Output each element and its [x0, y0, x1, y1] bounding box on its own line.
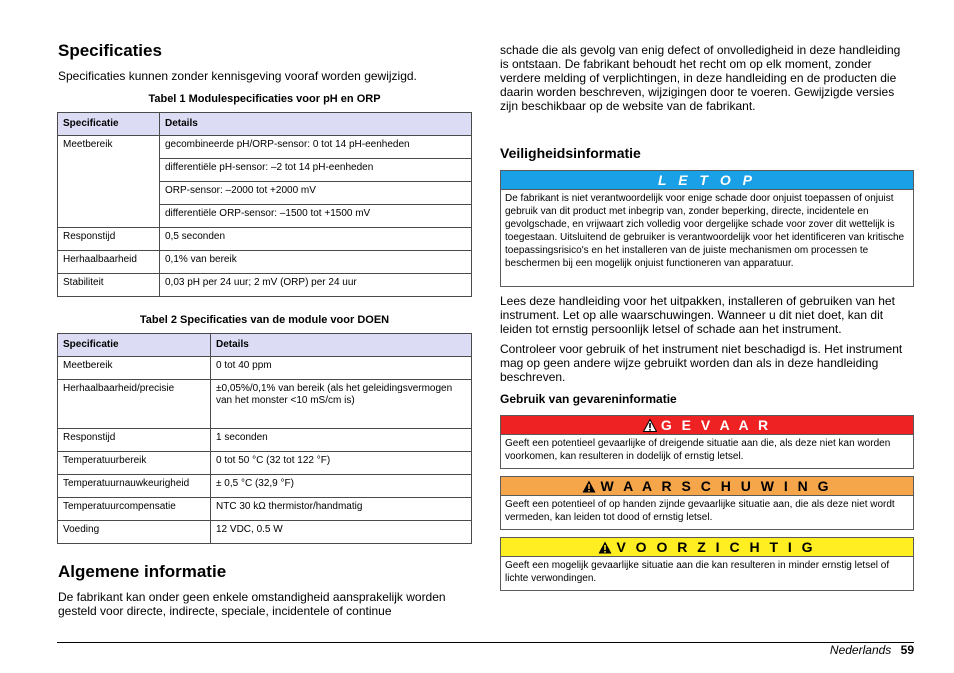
safety-paragraph-2: Controleer voor gebruik of het instrument niet beschadigd is. Het instrument mag op geen andere wijze gebruikt worden dan als in deze handleiding beschreven. [500, 342, 903, 384]
danger-title: G E V A A R [660, 417, 772, 433]
danger-text: Geeft een potentieel gevaarlijke of dreigende situatie aan die, als deze niet kan worden voorkomen, kan resulteren in dodelijk of ernstig letsel. [505, 438, 891, 462]
table-cell: Responstijd [58, 429, 211, 452]
table-cell: 12 VDC, 0.5 W [211, 521, 472, 544]
notice-banner: L E T O P [501, 171, 913, 190]
general-info-text: De fabrikant kan onder geen enkele omstandigheid aansprakelijk worden gesteld voor directe, indirecte, speciale, incidentele of continue [58, 590, 446, 618]
general-info-heading: Algemene informatie [58, 562, 227, 581]
table1-header-details: Details [160, 113, 472, 136]
danger-box [500, 415, 914, 469]
warning-title: W A A R S C H U W I N G [600, 478, 832, 494]
table-row [58, 452, 472, 475]
table-row [58, 521, 472, 544]
notice-box [500, 170, 914, 287]
table-cell: Herhaalbaarheid [58, 251, 160, 274]
table-cell: differentiële ORP-sensor: –1500 tot +1500 mV [160, 205, 472, 228]
continued-text: schade die als gevolg van enig defect of onvolledigheid in deze handleiding is ontstaan. De fabrikant behoudt het recht om op elk moment, zonder verdere melding of verplichtingen, in deze handleiding en de producten die daarin worden beschreven, wijzigingen door te voeren. Gewijzigde versies zijn beschikbaar op de website van de fabrikant. [500, 43, 901, 113]
table-cell: Responstijd [58, 228, 160, 251]
warning-banner [501, 477, 913, 496]
table-cell: Temperatuurbereik [58, 452, 211, 475]
table-cell: 0,5 seconden [160, 228, 472, 251]
table2 [57, 333, 472, 544]
table-cell: Voeding [58, 521, 211, 544]
safety-heading: Veiligheidsinformatie [500, 145, 641, 161]
table2-header-details: Details [211, 334, 472, 357]
warning-triangle-icon [643, 419, 657, 432]
table-row [58, 380, 472, 429]
table-row [58, 136, 472, 159]
table-cell: 1 seconden [211, 429, 472, 452]
table-cell: Meetbereik [58, 357, 211, 380]
table1 [57, 112, 472, 297]
warning-text: Geeft een potentieel of op handen zijnde gevaarlijke situatie aan, die als deze niet wordt vermeden, kan leiden tot dood of ernstig letsel. [505, 499, 895, 523]
caution-title: V O O R Z I C H T I G [616, 539, 816, 555]
table-cell: 0 tot 40 ppm [211, 357, 472, 380]
warning-triangle-icon [582, 480, 596, 493]
table-cell: 0 tot 50 °C (32 tot 122 °F) [211, 452, 472, 475]
footer-language: Nederlands [829, 643, 892, 657]
notice-text: De fabrikant is niet verantwoordelijk voor enige schade door onjuist toepassen of onjuist gebruik van dit product met inbegrip van, zonder beperking, directe, incidentele en gevolgschade, en vrijwaart zich volledig voor dergelijke schade voor zover dit wettelijk is toegestaan. Uitsluitend de gebruiker is verantwoordelijk voor het identificeren van kritische toepassingsrisico's en het installeren van de juiste mechanismen om processen te beschermen bij een mogelijk onjuist functioneren van apparatuur. [505, 193, 905, 269]
hazard-info-heading: Gebruik van gevareninformatie [500, 392, 677, 406]
table-cell: ± 0,5 °C (32,9 °F) [211, 475, 472, 498]
table-cell: ±0,05%/0,1% van bereik (als het geleidingsvermogen van het monster <10 mS/cm is) [211, 380, 472, 429]
table2-header-spec: Specificatie [58, 334, 211, 357]
page-number: 59 [900, 643, 914, 657]
footer [830, 643, 914, 657]
table-cell: 0,03 pH per 24 uur; 2 mV (ORP) per 24 uur [160, 274, 472, 297]
table-row [58, 274, 472, 297]
caution-text: Geeft een mogelijk gevaarlijke situatie aan die kan resulteren in minder ernstig letsel of lichte verwondingen. [505, 560, 890, 584]
specifications-intro: Specificaties kunnen zonder kennisgeving vooraf worden gewijzigd. [58, 69, 417, 83]
table-row [58, 475, 472, 498]
table-cell: differentiële pH-sensor: –2 tot 14 pH-eenheden [160, 159, 472, 182]
table-row [58, 357, 472, 380]
table-row [58, 429, 472, 452]
table1-caption: Tabel 1 Modulespecificaties voor pH en ORP [148, 93, 381, 105]
table1-measure-label: Meetbereik [58, 136, 160, 228]
footer-divider [57, 642, 914, 643]
danger-banner [501, 416, 913, 435]
table-cell: ORP-sensor: –2000 tot +2000 mV [160, 182, 472, 205]
table-row [58, 228, 472, 251]
table-cell: 0,1% van bereik [160, 251, 472, 274]
specifications-heading: Specificaties [58, 41, 162, 60]
table-row [58, 498, 472, 521]
table1-header-spec: Specificatie [58, 113, 160, 136]
table-cell: NTC 30 kΩ thermistor/handmatig [211, 498, 472, 521]
table-cell: gecombineerde pH/ORP-sensor: 0 tot 14 pH-eenheden [160, 136, 472, 159]
table-cell: Stabiliteit [58, 274, 160, 297]
caution-box [500, 537, 914, 591]
table-cell: Temperatuurcompensatie [58, 498, 211, 521]
warning-box [500, 476, 914, 530]
table-cell: Temperatuurnauwkeurigheid [58, 475, 211, 498]
warning-triangle-icon [598, 541, 612, 554]
table-cell: Herhaalbaarheid/precisie [58, 380, 211, 429]
table2-caption: Tabel 2 Specificaties van de module voor DOEN [139, 314, 390, 326]
table-row [58, 251, 472, 274]
safety-paragraph-1: Lees deze handleiding voor het uitpakken, installeren of gebruiken van het instrument. Let op alle waarschuwingen. Wanneer u dit niet doet, kan dit leiden tot ernstig persoonlijk letsel of schade aan het instrument. [500, 294, 895, 336]
caution-banner [501, 538, 913, 557]
